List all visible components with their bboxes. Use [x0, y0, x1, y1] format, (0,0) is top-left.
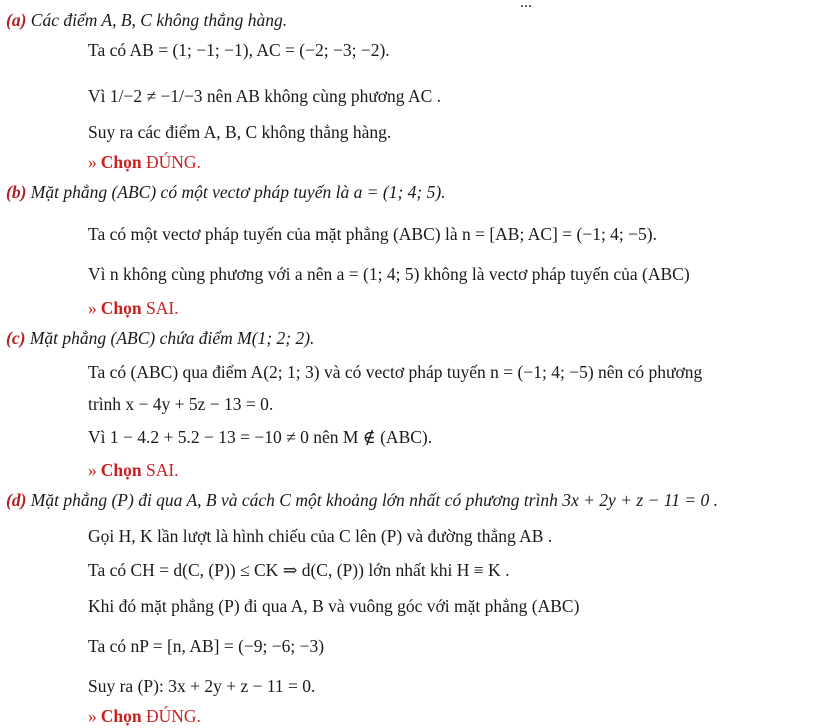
part-c-verdict	[88, 458, 179, 482]
part-b-line-1: Ta có một vectơ pháp tuyến của mặt phẳng (ABC) là n = [AB; AC] = (−1; 4; −5).	[88, 224, 657, 244]
verdict-result: ĐÚNG.	[145, 152, 201, 172]
part-c-statement-text: Mặt phẳng (ABC) chứa điểm M(1; 2; 2).	[29, 328, 315, 348]
verdict-marker: »	[88, 298, 97, 318]
verdict-marker: »	[88, 460, 97, 480]
verdict-word: Chọn	[100, 706, 142, 726]
cut-off-text: ...	[520, 0, 532, 11]
part-b-label: (b)	[6, 182, 27, 202]
part-d-line-2: Ta có CH = d(C, (P)) ≤ CK ⇒ d(C, (P)) lớn nhất khi H ≡ K .	[88, 560, 510, 580]
verdict-marker: »	[88, 152, 97, 172]
part-d-verdict	[88, 704, 201, 728]
part-a-line-3: Suy ra các điểm A, B, C không thẳng hàng.	[88, 122, 392, 142]
part-c-line-1: Ta có (ABC) qua điểm A(2; 1; 3) và có vectơ pháp tuyến n = (−1; 4; −5) nên có phương	[88, 362, 703, 382]
part-d-statement	[6, 488, 718, 512]
verdict-result: ĐÚNG.	[145, 706, 201, 726]
verdict-word: Chọn	[100, 152, 142, 172]
verdict-marker: »	[88, 706, 97, 726]
verdict-result: SAI.	[145, 298, 179, 318]
part-c-line-3: Vì 1 − 4.2 + 5.2 − 13 = −10 ≠ 0 nên M ∉ (ABC).	[88, 427, 433, 447]
part-a-statement-text: Các điểm A, B, C không thẳng hàng.	[30, 10, 288, 30]
part-c-label: (c)	[6, 328, 26, 348]
verdict-word: Chọn	[100, 298, 142, 318]
part-d-line-1: Gọi H, K lần lượt là hình chiếu của C lên (P) và đường thẳng AB .	[88, 526, 553, 546]
part-b-statement-text: Mặt phẳng (ABC) có một vectơ pháp tuyến là a = (1; 4; 5).	[30, 182, 446, 202]
part-b-statement	[6, 180, 446, 204]
part-b-line-2: Vì n không cùng phương với a nên a = (1; 4; 5) không là vectơ pháp tuyến của (ABC)	[88, 264, 690, 284]
part-d-line-4: Ta có nP = [n, AB] = (−9; −6; −3)	[88, 636, 325, 656]
part-d-line-3: Khi đó mặt phẳng (P) đi qua A, B và vuông góc với mặt phẳng (ABC)	[88, 596, 580, 616]
verdict-result: SAI.	[145, 460, 179, 480]
part-d-label: (d)	[6, 490, 27, 510]
part-a-line-1: Ta có AB = (1; −1; −1), AC = (−2; −3; −2).	[88, 40, 390, 60]
verdict-word: Chọn	[100, 460, 142, 480]
part-a-label: (a)	[6, 10, 27, 30]
part-a-line-2: Vì 1/−2 ≠ −1/−3 nên AB không cùng phương AC .	[88, 86, 442, 106]
part-a-statement	[6, 8, 287, 32]
part-c-line-2: trình x − 4y + 5z − 13 = 0.	[88, 394, 274, 414]
part-d-line-5: Suy ra (P): 3x + 2y + z − 11 = 0.	[88, 676, 316, 696]
part-b-verdict	[88, 296, 179, 320]
part-d-statement-text: Mặt phẳng (P) đi qua A, B và cách C một khoảng lớn nhất có phương trình 3x + 2y + z − 11 = 0 .	[30, 490, 719, 510]
part-c-statement	[6, 326, 314, 350]
part-a-verdict	[88, 150, 201, 174]
